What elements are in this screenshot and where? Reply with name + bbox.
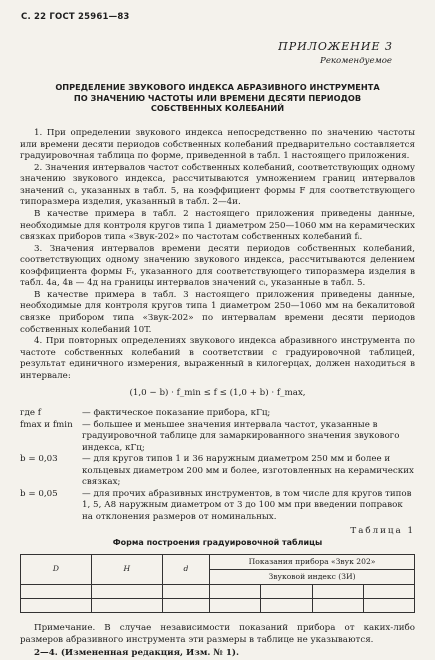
definitions-list <box>20 408 415 524</box>
edition-note: 2—4. (Измененная редакция, Изм. № 1). <box>34 648 240 659</box>
document-title <box>30 82 405 114</box>
definition-key: b = 0,03 <box>20 454 58 465</box>
interval-formula: (1,0 − b) · f_min ≤ f ≤ (1,0 + b) · f_max, <box>129 388 306 399</box>
table-title: Форма построения градуировочной таблицы <box>112 538 323 548</box>
paragraph: 1. При определении звукового индекса непосредственно по значению частоты или времени десяти периодов собственных колебаний предварительно составляется градуировочная таблица по форме, приведенной в табл. 1 настоящего приложения. <box>20 128 415 162</box>
definition-key: fmax и fmin <box>20 419 73 430</box>
definition-key: где f <box>20 407 42 418</box>
paragraph: В качестве примера в табл. 3 настоящего приложения приведены данные, необходимые для контроля кругов типа 1 диаметром 250—1060 мм на бекалитовой связке прибором типа «Звук-202» по интервалам времени десяти периодов собственных колебаний 10T. <box>20 289 415 335</box>
definition-text: — большее и меньшее значения интервала частот, указанные в градуировочной таблице для замаркированного значения звукового индекса, кГц; <box>82 419 400 453</box>
group-header: Показания прибора «Звук 202» <box>210 554 415 569</box>
definition-item <box>20 454 415 489</box>
definition-item <box>20 408 415 420</box>
column-header-d-outer: D <box>21 554 92 584</box>
paragraph: 2. Значения интервалов частот собственных колебаний, соответствующих одному значению звукового индекса, рассчитываются умножением границ интервалов значений cᵢ, указанных в табл. 5, на коэффициент формы F для соответствующего типоразмера изделия, указанный в табл. 2—4и. <box>20 162 415 208</box>
definition-item <box>20 420 415 455</box>
calibration-table <box>20 554 415 613</box>
title-line: ПО ЗНАЧЕНИЮ ЧАСТОТЫ ИЛИ ВРЕМЕНИ ДЕСЯТИ ПЕРИОДОВ <box>73 92 362 103</box>
definition-item <box>20 489 415 524</box>
title-line: СОБСТВЕННЫХ КОЛЕБАНИЙ <box>150 103 285 114</box>
column-header-h: H <box>91 554 162 584</box>
note: Примечание. В случае независимости показаний прибора от каких-либо размеров абразивного инструмента эти размеры в таблице не указываются. <box>20 622 415 645</box>
column-header-d-inner: d <box>162 554 209 584</box>
appendix-title: ПРИЛОЖЕНИЕ 3 <box>278 40 393 53</box>
page-header: С. 22 ГОСТ 25961—83 <box>21 12 130 22</box>
definition-text: — фактическое показание прибора, кГц; <box>82 407 271 418</box>
paragraph: В качестве примера в табл. 2 настоящего приложения приведены данные, необходимые для контроля кругов типа 1 диаметром 250—1060 мм на керамических связках приборов типа «Звук-202» по частотам собственных колебаний fᵢ. <box>20 208 415 243</box>
title-line: ОПРЕДЕЛЕНИЕ ЗВУКОВОГО ИНДЕКСА АБРАЗИВНОГО ИНСТРУМЕНТА <box>55 82 380 92</box>
appendix-subtitle: Рекомендуемое <box>320 56 392 66</box>
definition-text: — для кругов типов 1 и 36 наружным диаметром 250 мм и более и кольцевых диаметром 200 мм и более, изготовленных на керамических связках; <box>82 454 414 488</box>
paragraph: 3. Значения интервалов времени десяти периодов собственных колебаний, соответствующих одному значению звукового индекса, рассчитываются делением коэффициента формы Fₜ, указанного для соответствующего типоразмера изделия в табл. 4а, 4в — 4д на границы интервалов значений cᵢ, указанные в табл. 5. <box>20 243 415 289</box>
sub-header: Звуковой индекс (ЗИ) <box>210 569 415 584</box>
definition-text: — для прочих абразивных инструментов, в том числе для кругов типов 1, 5, А8 наружным диаметром от 3 до 100 мм при введении поправок на отклонения размеров от номинальных. <box>82 488 412 522</box>
definition-key: b = 0,05 <box>20 488 58 499</box>
body-text <box>20 128 415 660</box>
table-label: Таблица 1 <box>350 525 415 536</box>
paragraph: 4. При повторных определениях звукового индекса абразивного инструмента по частоте собственных колебаний в соответствии с градуировочной таблицей, результат единичного измерения, выраженный в килогерцах, должен находиться в интервале: <box>20 336 415 381</box>
